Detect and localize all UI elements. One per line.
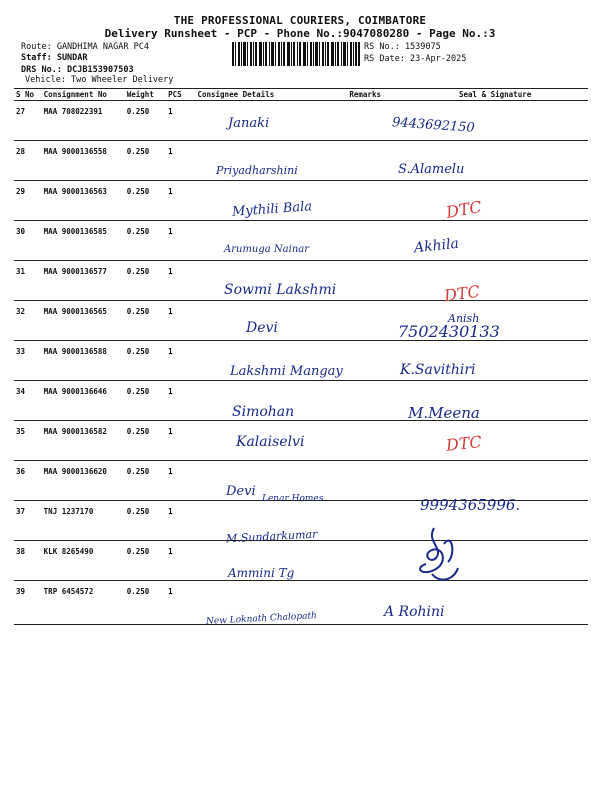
cell-pcs: 1 (166, 261, 195, 301)
cell-consignment: TRP 6454572 (42, 581, 125, 625)
cell-sno: 28 (14, 141, 42, 181)
col-seal-signature: Seal & Signature (402, 89, 588, 101)
handwritten-name-28: Priyadharshini (216, 164, 298, 177)
col-sno: S No (14, 89, 42, 101)
handwritten-name-31: Sowmi Lakshmi (224, 282, 337, 298)
cell-consignment: MAA 9000136646 (42, 381, 125, 421)
cell-remarks (347, 421, 402, 461)
handwritten-name-29: Mythili Bala (231, 199, 313, 220)
col-weight: Weight (125, 89, 166, 101)
handwritten-name-30: Arumuga Nainar (224, 244, 309, 255)
cell-weight: 0.250 (125, 541, 166, 581)
cell-weight: 0.250 (125, 141, 166, 181)
cell-sno: 27 (14, 101, 42, 141)
cell-consignment: MAA 9000136558 (42, 141, 125, 181)
handwritten-name-27: Janaki (228, 116, 270, 131)
handwritten-name-32: Devi (246, 320, 278, 336)
cell-sno: 37 (14, 501, 42, 541)
cell-consignment: MAA 9000136585 (42, 221, 125, 261)
table-header-row (14, 89, 588, 101)
cell-sno: 35 (14, 421, 42, 461)
route-label: Route: GANDHIMA NAGAR PC4 (21, 42, 149, 52)
cell-remarks (347, 181, 402, 221)
runsheet-table (14, 88, 588, 625)
table-row (14, 381, 588, 421)
cell-consignment: MAA 9000136565 (42, 301, 125, 341)
cell-sno: 36 (14, 461, 42, 501)
handwritten-name-34: Simohan (232, 404, 295, 420)
cell-weight: 0.250 (125, 461, 166, 501)
cell-consignment: MAA 9000136577 (42, 261, 125, 301)
cell-pcs: 1 (166, 541, 195, 581)
table-row (14, 101, 588, 141)
cell-remarks (347, 461, 402, 501)
signature-scribble-37-38 (404, 524, 474, 588)
cell-signature (402, 421, 588, 461)
cell-sno: 38 (14, 541, 42, 581)
handwritten-signature-28: S.Alamelu (398, 162, 465, 177)
table-row (14, 301, 588, 341)
cell-weight: 0.250 (125, 301, 166, 341)
vehicle-label: Vehicle: Two Wheeler Delivery (25, 75, 174, 85)
handwritten-name-36: Devi (226, 484, 256, 499)
cell-signature (402, 461, 588, 501)
handwritten-subtext-36: Lenar Homes (262, 494, 324, 504)
cell-remarks (347, 141, 402, 181)
cell-sno: 31 (14, 261, 42, 301)
runsheet-subtitle: Delivery Runsheet - PCP - Phone No.:9047080280 - Page No.:3 (104, 27, 496, 40)
handwritten-signature-27: 9443692150 (391, 115, 476, 136)
cell-pcs: 1 (166, 101, 195, 141)
cell-consignment: MAA 9000136582 (42, 421, 125, 461)
cell-sno: 30 (14, 221, 42, 261)
cell-weight: 0.250 (125, 261, 166, 301)
cell-consignment: MAA 708022391 (42, 101, 125, 141)
table-row (14, 541, 588, 581)
handwritten-name-33: Lakshmi Mangay (230, 364, 343, 379)
cell-weight: 0.250 (125, 581, 166, 625)
cell-consignment: MAA 9000136620 (42, 461, 125, 501)
cell-pcs: 1 (166, 421, 195, 461)
cell-remarks (347, 381, 402, 421)
handwritten-signature-30: Akhila (413, 235, 460, 257)
cell-details (195, 101, 347, 141)
cell-consignment: KLK 8265490 (42, 541, 125, 581)
handwritten-signature-33: K.Savithiri (400, 362, 476, 378)
cell-weight: 0.250 (125, 381, 166, 421)
cell-weight: 0.250 (125, 341, 166, 381)
handwritten-signature-34: M.Meena (408, 404, 480, 422)
cell-weight: 0.250 (125, 101, 166, 141)
barcode-image (232, 42, 360, 66)
cell-signature (402, 261, 588, 301)
cell-remarks (347, 501, 402, 541)
handwritten-name-39: New Loknath Chalopath (205, 611, 318, 627)
col-consignee-details: Consignee Details (195, 89, 347, 101)
handwritten-stamp-29: DTC (444, 197, 484, 222)
col-consignment: Consignment No (42, 89, 125, 101)
cell-weight: 0.250 (125, 421, 166, 461)
rs-date: RS Date: 23-Apr-2025 (364, 54, 467, 64)
cell-sno: 32 (14, 301, 42, 341)
cell-consignment: TNJ 1237170 (42, 501, 125, 541)
cell-pcs: 1 (166, 181, 195, 221)
col-pcs: PCS (166, 89, 195, 101)
cell-pcs: 1 (166, 341, 195, 381)
cell-weight: 0.250 (125, 501, 166, 541)
drs-label: DRS No.: DCJB153907503 (21, 65, 134, 75)
col-remarks: Remarks (347, 89, 402, 101)
table-row (14, 141, 588, 181)
handwritten-signature-32-name: Anish (448, 312, 480, 325)
cell-sno: 39 (14, 581, 42, 625)
staff-label: Staff: SUNDAR (21, 53, 88, 63)
cell-pcs: 1 (166, 501, 195, 541)
cell-pcs: 1 (166, 141, 195, 181)
handwritten-name-38: Ammini Tg (228, 566, 295, 580)
cell-pcs: 1 (166, 221, 195, 261)
handwritten-stamp-35: DTC (445, 432, 483, 455)
handwritten-name-35: Kalaiselvi (236, 434, 305, 450)
cell-weight: 0.250 (125, 221, 166, 261)
cell-sno: 33 (14, 341, 42, 381)
cell-remarks (347, 541, 402, 581)
cell-remarks (347, 301, 402, 341)
cell-consignment: MAA 9000136588 (42, 341, 125, 381)
cell-pcs: 1 (166, 301, 195, 341)
cell-remarks (347, 341, 402, 381)
cell-remarks (347, 221, 402, 261)
cell-pcs: 1 (166, 381, 195, 421)
cell-weight: 0.250 (125, 181, 166, 221)
cell-signature (402, 181, 588, 221)
handwritten-signature-39: A Rohini (384, 604, 445, 620)
cell-remarks (347, 261, 402, 301)
cell-consignment: MAA 9000136563 (42, 181, 125, 221)
company-title: THE PROFESSIONAL COURIERS, COIMBATORE (173, 14, 427, 27)
handwritten-signature-32-number: 7502430133 (398, 322, 500, 341)
cell-sno: 34 (14, 381, 42, 421)
cell-sno: 29 (14, 181, 42, 221)
rs-number: RS No.: 1539075 (364, 42, 441, 52)
handwritten-name-37: M.Sundarkumar (225, 527, 318, 546)
cell-pcs: 1 (166, 461, 195, 501)
handwritten-stamp-31: DTC (442, 281, 481, 306)
handwritten-signature-36: 9994365996. (420, 496, 521, 514)
cell-pcs: 1 (166, 581, 195, 625)
